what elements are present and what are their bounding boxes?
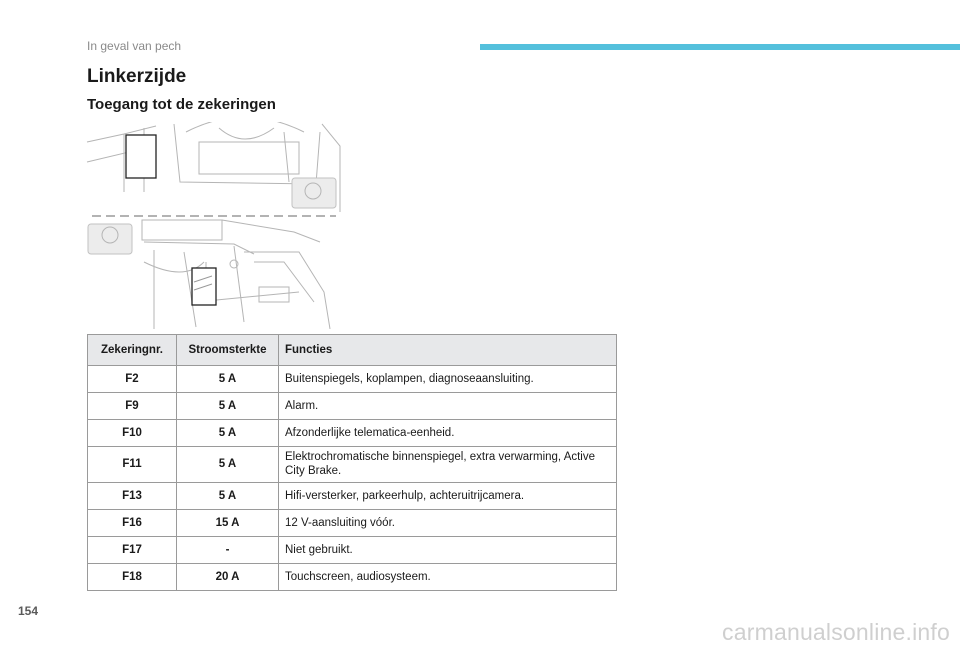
function-cell: Buitenspiegels, koplampen, diagnoseaansluiting.	[279, 366, 617, 393]
column-header-amperage: Stroomsterkte	[177, 335, 279, 366]
amperage-cell: -	[177, 537, 279, 564]
table-row	[88, 420, 617, 447]
amperage-cell: 5 A	[177, 447, 279, 483]
fuse-number-cell: F9	[88, 393, 177, 420]
table-row	[88, 393, 617, 420]
table-row	[88, 510, 617, 537]
amperage-cell: 20 A	[177, 564, 279, 591]
fuse-box-illustration	[84, 122, 344, 329]
header-accent-bar	[480, 44, 960, 50]
amperage-cell: 5 A	[177, 366, 279, 393]
function-cell: Hifi-versterker, parkeerhulp, achteruitrijcamera.	[279, 483, 617, 510]
function-cell: Afzonderlijke telematica-eenheid.	[279, 420, 617, 447]
amperage-cell: 15 A	[177, 510, 279, 537]
table-row	[88, 537, 617, 564]
page-number: 154	[18, 604, 39, 618]
fuse-number-cell: F13	[88, 483, 177, 510]
function-cell: Elektrochromatische binnenspiegel, extra verwarming, Active City Brake.	[279, 447, 617, 483]
page-title: Linkerzijde	[87, 66, 187, 87]
column-header-functions: Functies	[279, 335, 617, 366]
fuse-table	[87, 334, 617, 591]
function-cell: Niet gebruikt.	[279, 537, 617, 564]
fuse-number-cell: F2	[88, 366, 177, 393]
column-header-fuse-number: Zekeringnr.	[88, 335, 177, 366]
fuse-number-cell: F11	[88, 447, 177, 483]
table-row	[88, 366, 617, 393]
function-cell: 12 V-aansluiting vóór.	[279, 510, 617, 537]
function-cell: Touchscreen, audiosysteem.	[279, 564, 617, 591]
fuse-number-cell: F10	[88, 420, 177, 447]
amperage-cell: 5 A	[177, 420, 279, 447]
function-cell: Alarm.	[279, 393, 617, 420]
amperage-cell: 5 A	[177, 483, 279, 510]
watermark-text: carmanualsonline.info	[722, 619, 950, 645]
table-row	[88, 483, 617, 510]
fuse-number-cell: F18	[88, 564, 177, 591]
page-subtitle: Toegang tot de zekeringen	[87, 96, 276, 113]
amperage-cell: 5 A	[177, 393, 279, 420]
section-header: In geval van pech	[87, 39, 182, 53]
table-row	[88, 447, 617, 483]
table-header-row	[88, 335, 617, 366]
fuse-number-cell: F17	[88, 537, 177, 564]
table-row	[88, 564, 617, 591]
fuse-number-cell: F16	[88, 510, 177, 537]
